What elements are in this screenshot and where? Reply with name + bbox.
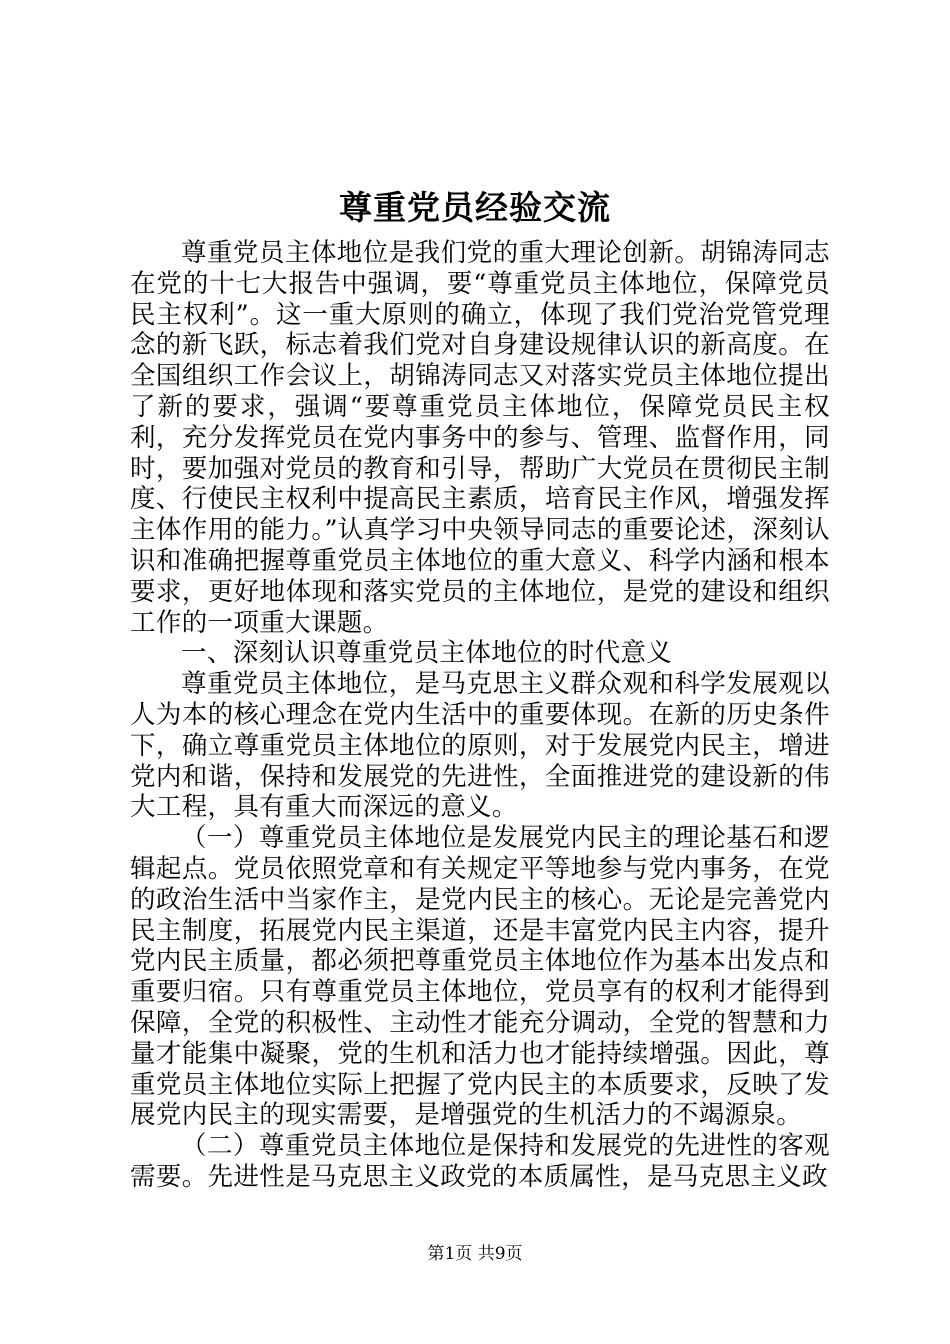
paragraph-intro: 尊重党员主体地位是我们党的重大理论创新。胡锦涛同志在党的十七大报告中强调，要“尊重党员主体地位，保障党员民主权利”。这一重大原则的确立，体现了我们党治党管党理念的新飞跃，标志着我们党对自身建设规律认识的新高度。在全国组织工作会议上，胡锦涛同志又对落实党员主体地位提出了新的要求，强调“要尊重党员主体地位，保障党员民主权利，充分发挥党员在党内事务中的参与、管理、监督作用，同时，要加强对党员的教育和引导，帮助广大党员在贯彻民主制度、行使民主权利中提高民主素质，培育民主作风，增强发挥主体作用的能力。”认真学习中央领导同志的重要论述，深刻认识和准确把握尊重党员主体地位的重大意义、科学内涵和根本要求，更好地体现和落实党员的主体地位，是党的建设和组织工作的一项重大课题。 [130,238,830,638]
document-body [130,238,830,1193]
paragraph-point-1: （一）尊重党员主体地位是发展党内民主的理论基石和逻辑起点。党员依照党章和有关规定平等地参与党内事务，在党的政治生活中当家作主，是党内民主的核心。无论是完善党内民主制度，拓展党内民主渠道，还是丰富党内民主内容，提升党内民主质量，都必须把尊重党员主体地位作为基本出发点和重要归宿。只有尊重党员主体地位，党员享有的权利才能得到保障，全党的积极性、主动性才能充分调动，全党的智慧和力量才能集中凝聚，党的生机和活力也才能持续增强。因此，尊重党员主体地位实际上把握了党内民主的本质要求，反映了发展党内民主的现实需要，是增强党的生机活力的不竭源泉。 [130,823,830,1131]
page-number-footer: 第1页 共9页 [427,1244,523,1264]
paragraph-point-2: （二）尊重党员主体地位是保持和发展党的先进性的客观需要。先进性是马克思主义政党的本质属性，是马克思主义政 [130,1131,830,1192]
section-heading-1: 一、深刻认识尊重党员主体地位的时代意义 [181,638,673,669]
document-title: 尊重党员经验交流 [339,188,611,227]
paragraph-section-1: 尊重党员主体地位，是马克思主义群众观和科学发展观以人为本的核心理念在党内生活中的重要体现。在新的历史条件下，确立尊重党员主体地位的原则，对于发展党内民主，增进党内和谐，保持和发展党的先进性，全面推进党的建设新的伟大工程，具有重大而深远的意义。 [130,669,830,823]
